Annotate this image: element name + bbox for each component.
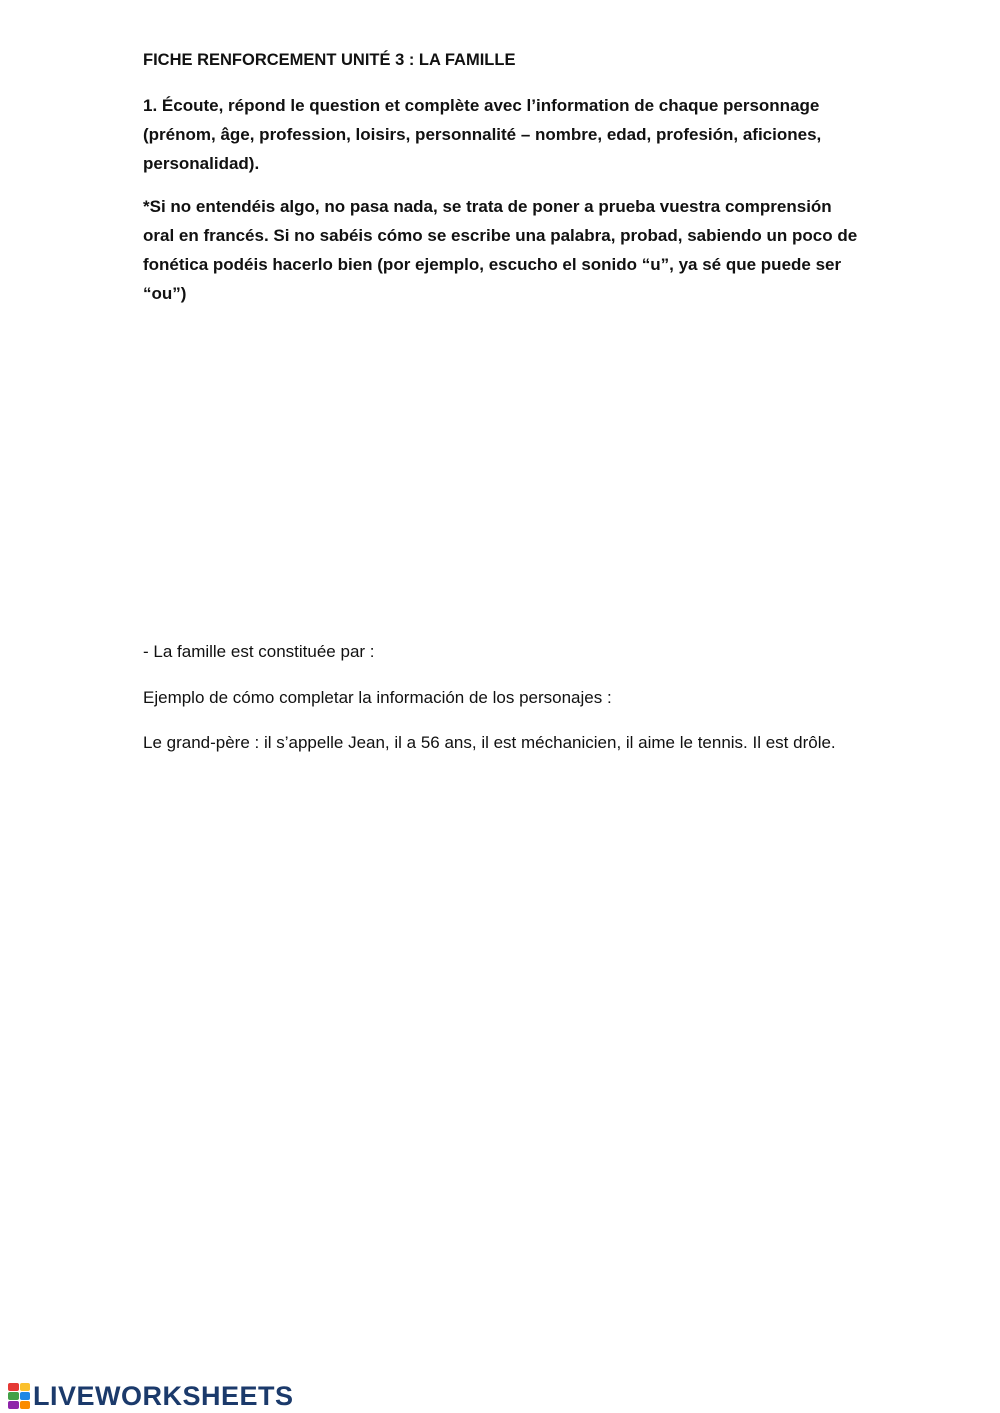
listening-note: *Si no entendéis algo, no pasa nada, se trata de poner a prueba vuestra comprensión oral en francés. Si no sabéis cómo se escribe una palabra, probad, sabiendo un poco de fonética podéis hacerlo bien (por ejemplo, escucho el sonido “u”, ya sé que puede ser “ou”)	[143, 197, 858, 303]
liveworksheets-logo	[8, 1380, 294, 1412]
liveworksheets-logo-icon	[8, 1383, 30, 1409]
example-intro: Ejemplo de cómo completar la información de los personajes :	[143, 688, 612, 707]
logo-text: LIVEWORKSHEETS	[33, 1380, 294, 1411]
page-title: FICHE RENFORCEMENT UNITÉ 3 : LA FAMILLE	[143, 51, 516, 69]
family-line: - La famille est constituée par :	[143, 642, 375, 661]
question-1-instruction: 1. Écoute, répond le question et complète avec l’information de chaque personnage (prénom, âge, profession, loisirs, personnalité – nombre, edad, profesión, aficiones, personalidad).	[143, 96, 822, 173]
example-text: Le grand-père : il s’appelle Jean, il a 56 ans, il est méchanicien, il aime le tennis. Il est drôle.	[143, 733, 836, 752]
